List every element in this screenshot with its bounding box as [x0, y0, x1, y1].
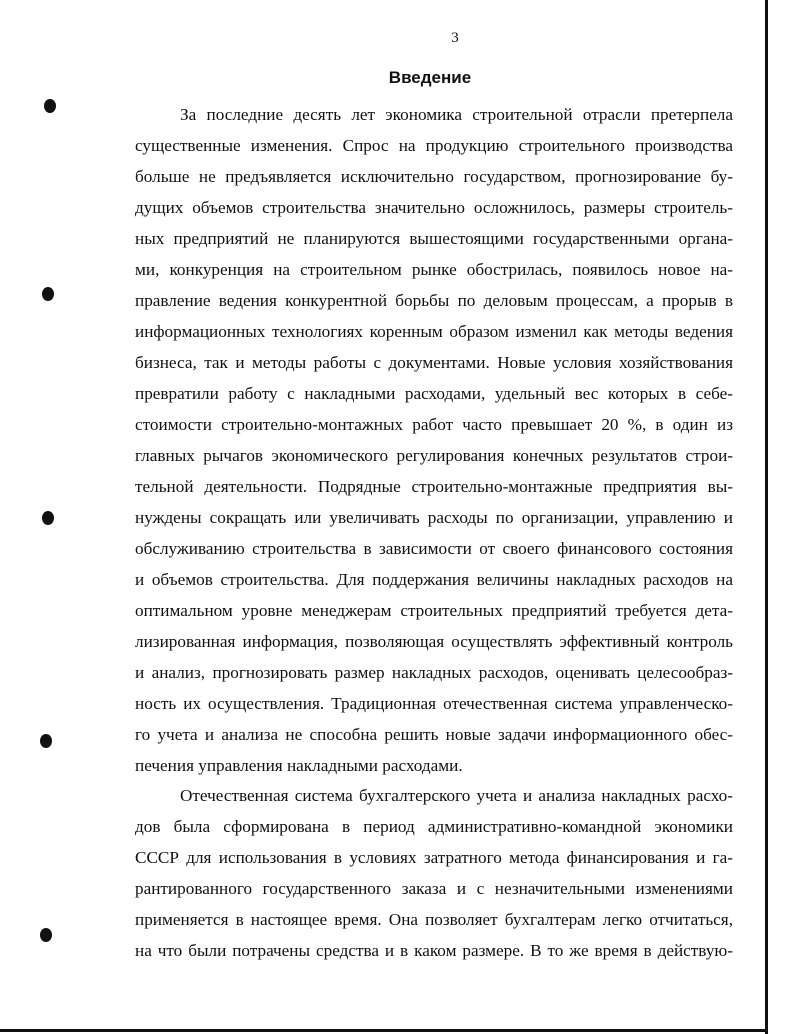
text-line: больше не предъявляется исключительно государством, прогнозирование бу-	[135, 167, 733, 186]
text-line: тельной деятельности. Подрядные строительно-монтажные предприятия вы-	[135, 477, 733, 496]
punch-hole-mark	[42, 511, 54, 525]
text-line: лизированная информация, позволяющая осуществлять эффективный контроль	[135, 632, 733, 651]
text-line: и анализ, прогнозировать размер накладных расходов, оценивать целесообраз-	[135, 663, 733, 682]
text-line: дущих объемов строительства значительно осложнилось, размеры строитель-	[135, 198, 733, 217]
text-line: главных рычагов экономического регулирования конечных результатов строи-	[135, 446, 733, 465]
page-title: Введение	[388, 68, 472, 87]
text-line: Отечественная система бухгалтерского учета и анализа накладных расхо-	[180, 786, 733, 805]
text-line: ми, конкуренция на строительном рынке обострилась, появилось новое на-	[135, 260, 733, 279]
punch-hole-mark	[40, 928, 52, 942]
text-line: ных предприятий не планируются вышестоящими государственными органа-	[135, 229, 733, 248]
punch-hole-mark	[42, 287, 54, 301]
text-line: ность их осуществления. Традиционная отечественная система управленческо-	[135, 694, 733, 713]
text-line: нуждены сокращать или увеличивать расходы по организации, управлению и	[135, 508, 733, 527]
page-number: 3	[451, 30, 459, 46]
punch-hole-mark	[44, 99, 56, 113]
text-line: печения управления накладными расходами.	[135, 756, 463, 775]
text-line: стоимости строительно-монтажных работ часто превышает 20 %, в один из	[135, 415, 733, 434]
text-line: применяется в настоящее время. Она позволяет бухгалтерам легко отчитаться,	[135, 910, 733, 929]
text-line: превратили работу с накладными расходами, удельный вес которых в себе-	[135, 384, 733, 403]
text-line: информационных технологиях коренным образом изменил как методы ведения	[135, 322, 733, 341]
text-line: обслуживанию строительства в зависимости от своего финансового состояния	[135, 539, 733, 558]
punch-hole-mark	[40, 734, 52, 748]
text-line: го учета и анализа не способна решить новые задачи информационного обес-	[135, 725, 733, 744]
text-line: дов была сформирована в период административно-командной экономики	[135, 817, 733, 836]
text-line: оптимальном уровне менеджерам строительных предприятий требуется дета-	[135, 601, 733, 620]
text-line: бизнеса, так и методы работы с документами. Новые условия хозяйствования	[135, 353, 733, 372]
text-line: правление ведения конкурентной борьбы по деловым процессам, а прорыв в	[135, 291, 733, 310]
text-line: рантированного государственного заказа и с незначительными изменениями	[135, 879, 733, 898]
text-line: СССР для использования в условиях затратного метода финансирования и га-	[135, 848, 733, 867]
text-line: существенные изменения. Спрос на продукцию строительного производства	[135, 136, 733, 155]
page-border-right	[765, 0, 768, 1034]
text-line: и объемов строительства. Для поддержания величины накладных расходов на	[135, 570, 733, 589]
page-border-bottom	[0, 1029, 768, 1032]
text-line: на что были потрачены средства и в каком размере. В то же время в действую-	[135, 941, 733, 960]
text-line: За последние десять лет экономика строительной отрасли претерпела	[180, 105, 733, 124]
